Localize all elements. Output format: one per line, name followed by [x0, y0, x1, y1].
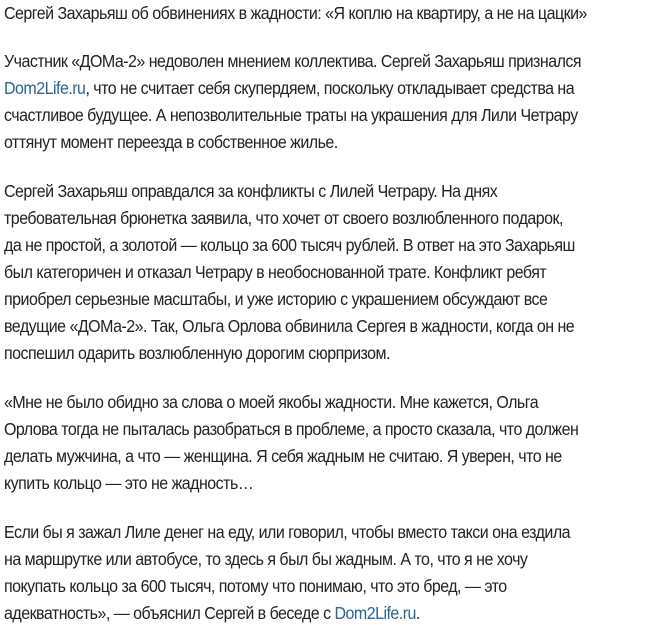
text-span: требовательная брюнетка заявила, что хочет от своего возлюбленного подарок, [4, 208, 563, 228]
paragraph-2 [4, 178, 666, 367]
text-line [4, 48, 666, 75]
text-span: поспешил одарить возлюбленную дорогим сюрпризом. [4, 343, 390, 363]
text-span: приобрел серьезные масштабы, и уже историю с украшением обсуждают все [4, 289, 548, 309]
text-line [4, 470, 666, 497]
text-line [4, 389, 666, 416]
text-line [4, 102, 666, 129]
text-line [4, 313, 666, 340]
text-line [4, 232, 666, 259]
text-line [4, 75, 666, 102]
paragraph-3-quote [4, 389, 666, 497]
dom2life-link[interactable]: Dom2Life.ru [4, 78, 86, 98]
text-line [4, 286, 666, 313]
paragraph-4-quote [4, 519, 666, 627]
text-span: Орлова тогда не пыталась разобраться в проблеме, а просто сказала, что должен [4, 419, 579, 439]
paragraph-1 [4, 48, 666, 156]
text-line [4, 573, 666, 600]
text-span: покупать кольцо за 600 тысяч, потому что понимаю, что это бред, — это [4, 576, 507, 596]
text-span: делать мужчина, а что — женщина. Я себя жадным не считаю. Я уверен, что не [4, 446, 562, 466]
text-line [4, 178, 666, 205]
text-span: ведущие «ДОМа-2». Так, Ольга Орлова обвинила Сергея в жадности, когда он не [4, 316, 575, 336]
text-span: «Мне не было обидно за слова о моей якобы жадности. Мне кажется, Ольга [4, 392, 539, 412]
text-line [4, 129, 666, 156]
text-span: . [415, 603, 420, 623]
text-line [4, 600, 666, 627]
article-title: Сергей Захарьяш об обвинениях в жадности: «Я коплю на квартиру, а не на цацки» [4, 3, 587, 23]
text-span: оттянут момент переезда в собственное жилье. [4, 132, 338, 152]
text-span: да не простой, а золотой — кольцо за 600 тысяч рублей. В ответ на это Захарьяш [4, 235, 575, 255]
text-span: был категоричен и отказал Четрару в необоснованной трате. Конфликт ребят [4, 262, 547, 282]
text-line [4, 259, 666, 286]
text-span: Участник «ДОМа-2» недоволен мнением коллектива. Сергей Захарьяш признался [4, 51, 582, 71]
text-span: купить кольцо — это не жадность… [4, 473, 254, 493]
dom2life-link[interactable]: Dom2Life.ru [334, 603, 416, 623]
text-span: Если бы я зажал Лиле денег на еду, или говорил, чтобы вместо такси она ездила [4, 522, 571, 542]
text-span: счастливое будущее. А непозволительные траты на украшения для Лили Четрару [4, 105, 578, 125]
text-span: Сергей Захарьяш оправдался за конфликты с Лилей Четрару. На днях [4, 181, 498, 201]
text-span: , что не считает себя скупердяем, поскольку откладывает средства на [85, 78, 575, 98]
text-line [4, 519, 666, 546]
text-span: на маршрутке или автобусе, то здесь я был бы жадным. А то, что я не хочу [4, 549, 528, 569]
text-line [4, 340, 666, 367]
text-line [4, 205, 666, 232]
text-line [4, 546, 666, 573]
text-line [4, 416, 666, 443]
text-span: адекватность», — объяснил Сергей в беседе с [4, 603, 335, 623]
text-line [4, 443, 666, 470]
